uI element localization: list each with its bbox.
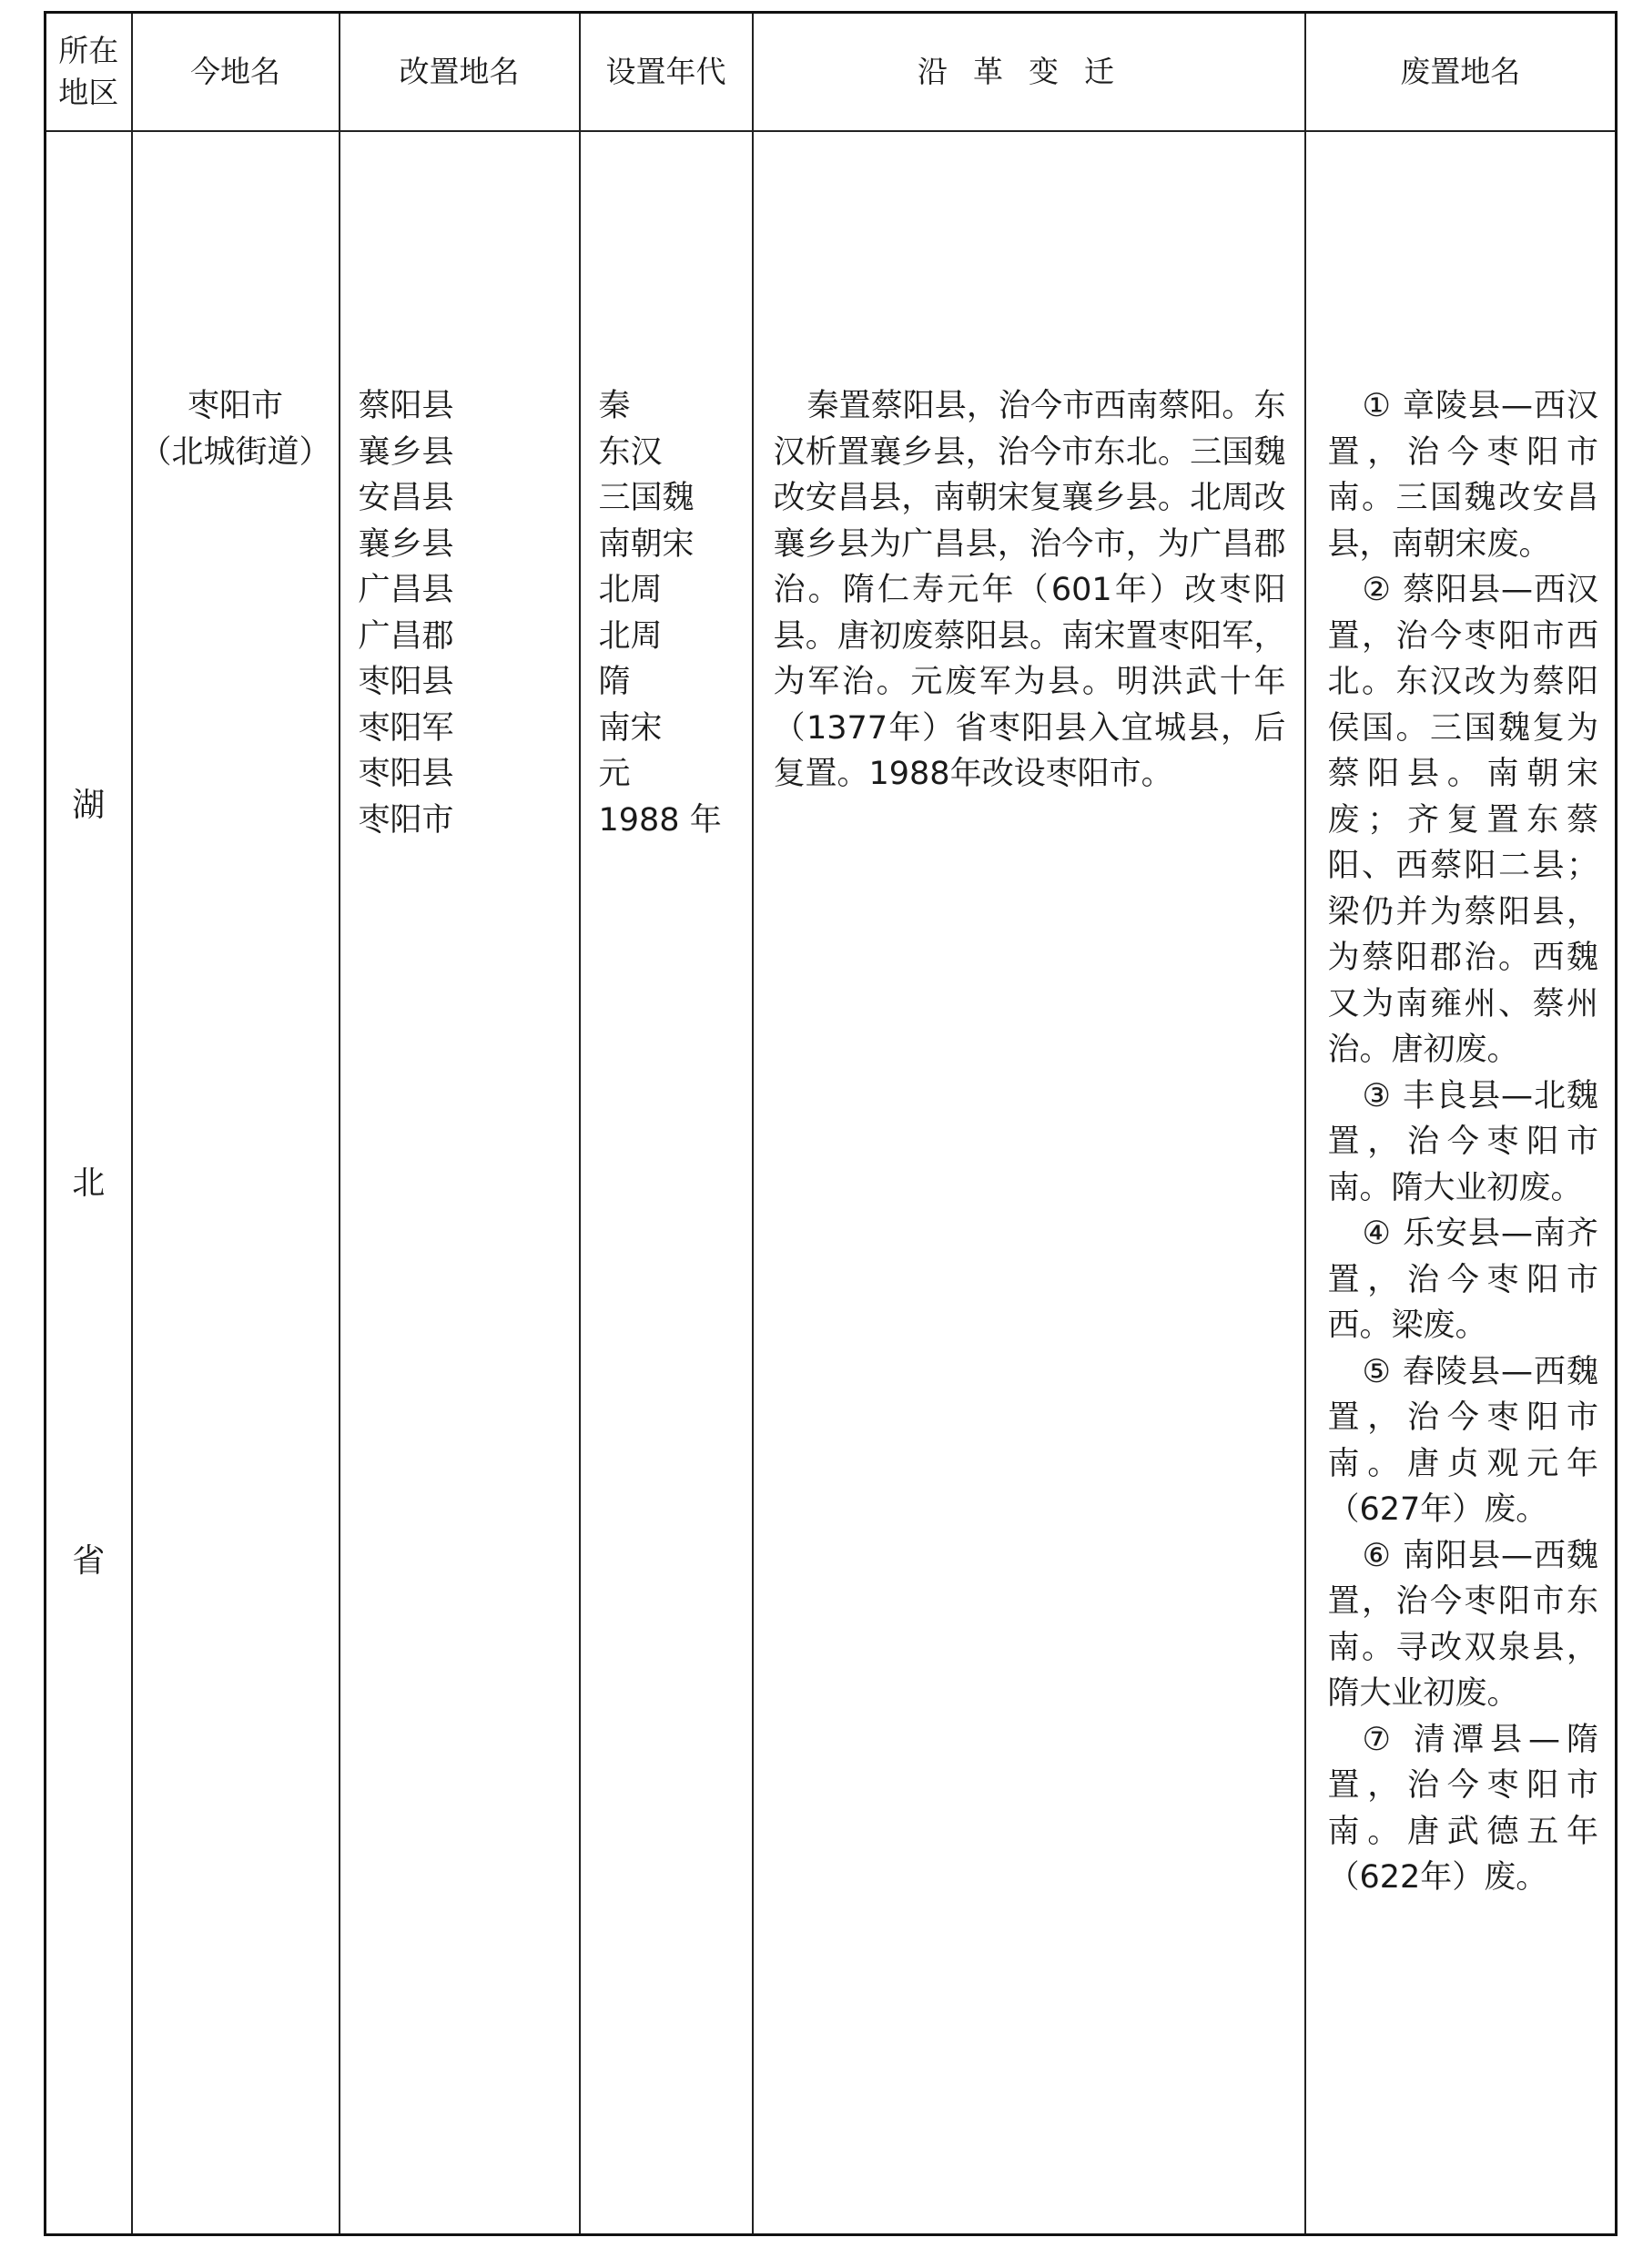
region-cell (46, 131, 132, 2235)
era-value: 南朝宋 (598, 525, 695, 563)
abolished-cell (1305, 131, 1617, 2235)
abolished-entry: ⑥ 南阳县—西魏置，治今枣阳市东南。寻改双泉县，隋大业初废。 (1327, 1537, 1598, 1712)
era-value: 元 (598, 756, 631, 792)
changed-name: 枣阳县 (358, 756, 454, 792)
changed-name: 蔡阳县 (358, 388, 454, 424)
current-name-cell (132, 131, 340, 2235)
header-current-name: 今地名 (132, 13, 340, 132)
header-region: 所在地区 (46, 13, 132, 132)
era-value: 北周 (598, 572, 663, 608)
era-cell (580, 131, 753, 2235)
era-value: 北周 (598, 617, 663, 655)
changed-names-cell (340, 131, 580, 2235)
current-city: 枣阳市 (187, 388, 283, 424)
region-char: 省 (72, 1541, 106, 1580)
abolished-entry: ④ 乐安县—南齐置，治今枣阳市西。梁废。 (1327, 1215, 1598, 1344)
era-value: 南宋 (598, 709, 663, 747)
abolished-entry: ② 蔡阳县—西汉置，治今枣阳市西北。东汉改为蔡阳侯国。三国魏复为蔡阳县。南朝宋废；齐复置东蔡阳、西蔡阳二县；梁仍并为蔡阳县，为蔡阳郡治。西魏又为南雍州、蔡州治。唐初废。 (1327, 572, 1598, 1068)
era-value: 隋 (598, 664, 631, 700)
changed-name: 广昌县 (358, 572, 454, 608)
header-abolished-name: 废置地名 (1305, 13, 1617, 132)
changed-name: 枣阳市 (358, 801, 454, 839)
abolished-entry: ⑤ 舂陵县—西魏置，治今枣阳市南。唐贞观元年（627年）废。 (1327, 1353, 1598, 1528)
gazetteer-table (44, 11, 1618, 2236)
abolished-entry: ⑦ 清潭县—隋置，治今枣阳市南。唐武德五年（622年）废。 (1327, 1721, 1598, 1896)
abolished-entry: ③ 丰良县—北魏置，治今枣阳市南。隋大业初废。 (1327, 1077, 1598, 1206)
changed-name: 枣阳县 (358, 664, 454, 700)
abolished-entry: ① 章陵县—西汉置，治今枣阳市南。三国魏改安昌县，南朝宋废。 (1327, 388, 1598, 563)
changed-name: 广昌郡 (358, 617, 454, 655)
region-char: 湖 (72, 786, 106, 824)
changed-name: 安昌县 (358, 480, 454, 516)
era-value: 三国魏 (598, 480, 695, 516)
era-value: 1988 年 (598, 801, 722, 839)
evolution-cell (753, 131, 1305, 2235)
region-char: 北 (72, 1164, 106, 1202)
era-value: 秦 (598, 388, 631, 424)
table-row (46, 131, 1617, 2235)
header-changed-name: 改置地名 (340, 13, 580, 132)
changed-name: 枣阳军 (358, 709, 454, 747)
era-value: 东汉 (598, 433, 663, 471)
header-row (46, 13, 1617, 132)
header-era: 设置年代 (580, 13, 753, 132)
current-district: （北城街道） (139, 433, 331, 471)
changed-name: 襄乡县 (358, 525, 454, 563)
changed-name: 襄乡县 (358, 433, 454, 471)
header-evolution: 沿革变迁 (753, 13, 1305, 132)
evolution-text: 秦置蔡阳县，治今市西南蔡阳。东汉析置襄乡县，治今市东北。三国魏改安昌县，南朝宋复襄乡县。北周改襄乡县为广昌县，治今市，为广昌郡治。隋仁寿元年（601年）改枣阳县。唐初废蔡阳县。南宋置枣阳军，为军治。元废军为县。明洪武十年（1377年）省枣阳县入宜城县，后复置。1988年改设枣阳市。 (773, 388, 1286, 792)
